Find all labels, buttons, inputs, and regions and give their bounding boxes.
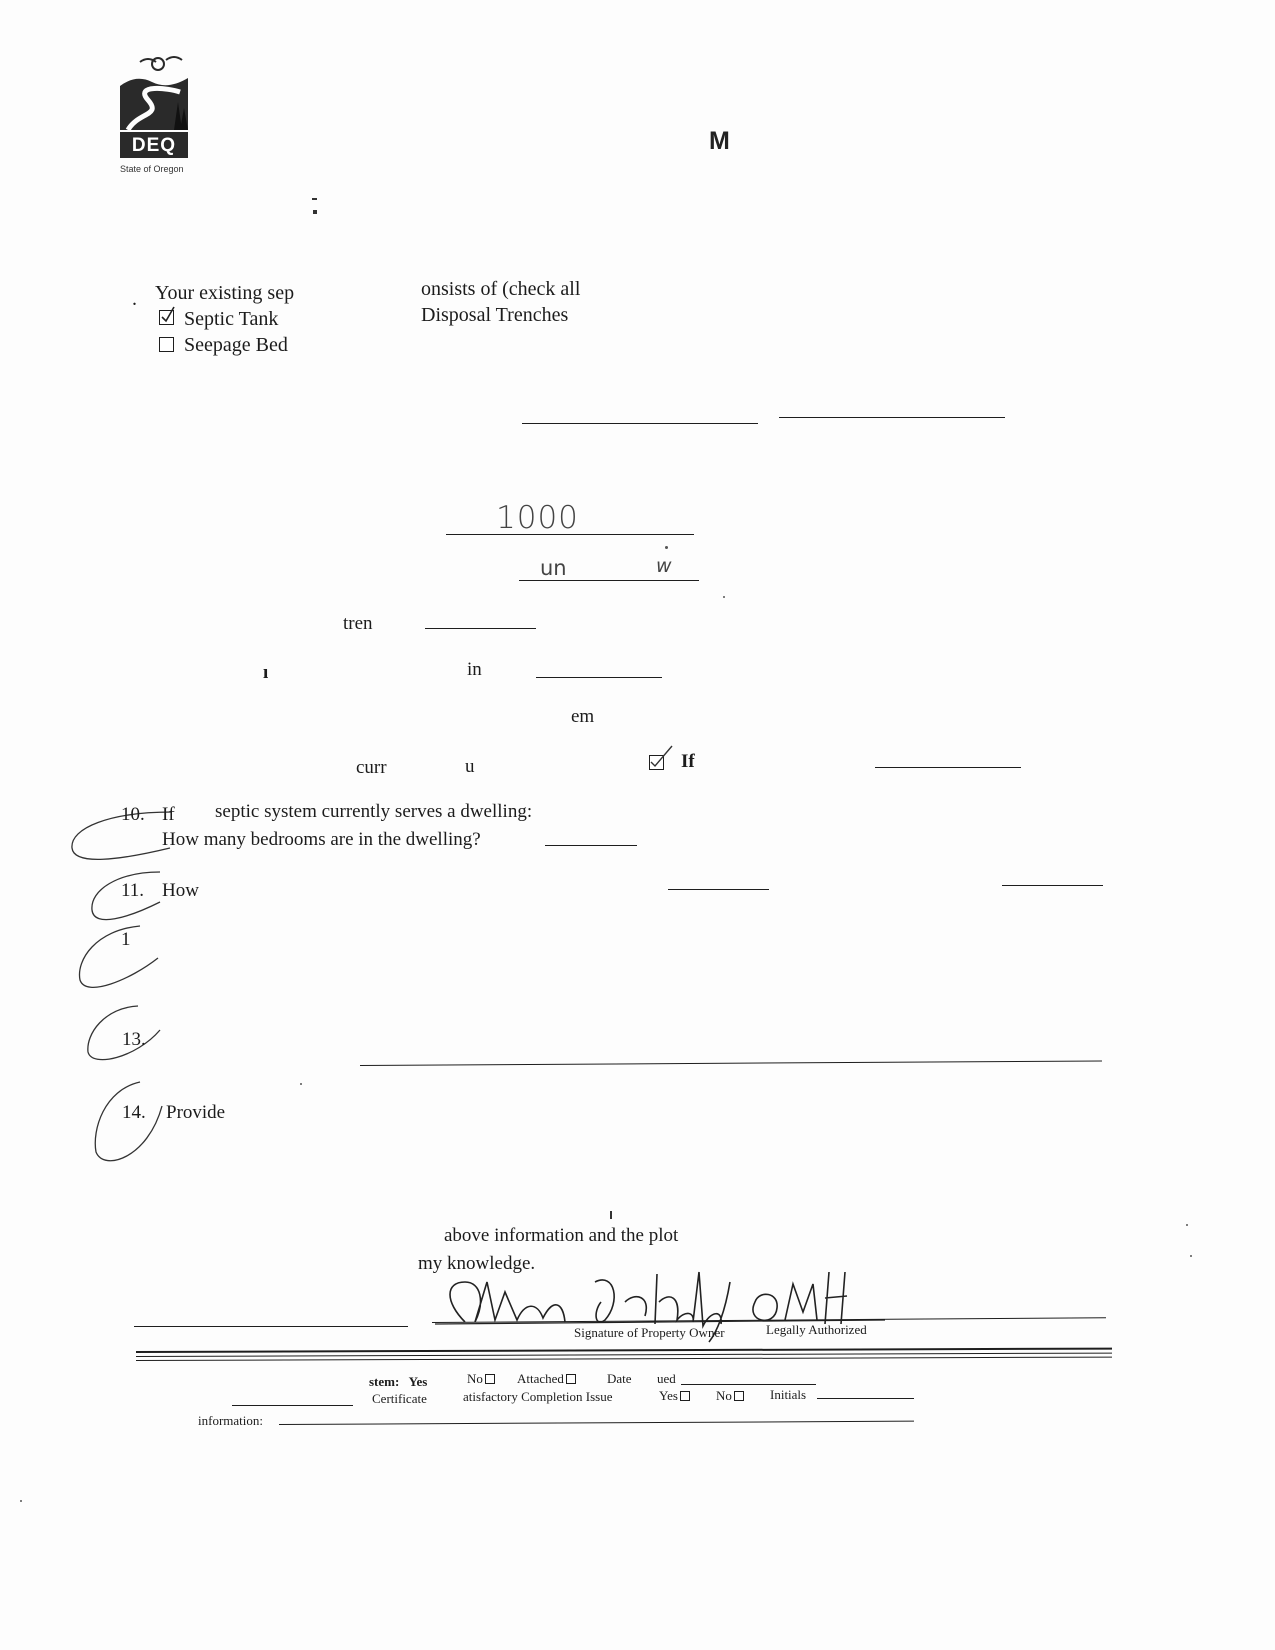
q10-line1-prefix: If xyxy=(162,804,175,825)
certification-line2: my knowledge. xyxy=(418,1253,536,1274)
office-date-label: Date xyxy=(607,1371,632,1386)
checkmark-icon xyxy=(648,744,676,770)
if-label: If xyxy=(681,751,695,772)
answer-line[interactable] xyxy=(360,1060,1102,1066)
office-ued-label: ued xyxy=(657,1371,676,1386)
septic-tank-checkbox[interactable] xyxy=(159,310,174,325)
speck-mark xyxy=(1186,1224,1188,1226)
deq-logo-caption: State of Oregon xyxy=(120,164,184,174)
q14-text: Provide xyxy=(166,1102,226,1123)
office-no-label-wrap xyxy=(467,1371,497,1387)
speck-mark xyxy=(610,1211,612,1219)
office-attached-label: Attached xyxy=(517,1371,564,1386)
office-attached-wrap xyxy=(517,1371,578,1387)
speck-mark xyxy=(313,210,317,214)
answer-line[interactable] xyxy=(536,677,662,678)
seepage-bed-checkbox[interactable] xyxy=(159,337,174,352)
answer-line[interactable] xyxy=(779,417,1005,418)
q-existing-question-left: Your existing sep xyxy=(155,282,295,304)
field-fragment-in: in xyxy=(467,659,482,680)
office-date-line[interactable] xyxy=(681,1384,816,1385)
office-no2-checkbox[interactable] xyxy=(734,1391,744,1401)
office-initials-line[interactable] xyxy=(817,1398,914,1399)
q13-number: 13. xyxy=(122,1029,146,1050)
field-fragment-curr: curr xyxy=(356,757,387,778)
signature-caption-left: Signature of Property Owner xyxy=(574,1325,725,1340)
office-left-line[interactable] xyxy=(232,1405,353,1406)
field-fragment-tren: tren xyxy=(343,613,373,634)
q-existing-question-right: onsists of (check all xyxy=(421,278,581,300)
office-yes2-label: Yes xyxy=(659,1388,678,1403)
office-attached-checkbox[interactable] xyxy=(566,1374,576,1384)
field-fragment-em: em xyxy=(571,706,595,727)
q10-line2: How many bedrooms are in the dwelling? xyxy=(162,829,481,850)
speck-mark xyxy=(20,1500,22,1502)
office-use-row1 xyxy=(369,1374,427,1390)
office-information-label: information: xyxy=(198,1413,263,1428)
office-yes2-checkbox[interactable] xyxy=(680,1391,690,1401)
signature-line-left[interactable] xyxy=(134,1326,408,1327)
landscape-logo-icon xyxy=(118,52,190,130)
office-no-checkbox[interactable] xyxy=(485,1374,495,1384)
q11-number: 11. xyxy=(121,880,145,901)
q11-text: How xyxy=(162,880,199,901)
office-no2-wrap xyxy=(716,1388,746,1404)
disposal-trenches-label: Disposal Trenches xyxy=(421,304,569,326)
signature-caption-right: Legally Authorized xyxy=(766,1322,867,1337)
speck-mark xyxy=(312,198,317,200)
answer-line[interactable] xyxy=(522,423,758,424)
speck-mark xyxy=(723,596,725,598)
q10-number: 10. xyxy=(121,804,145,825)
tank-material-handwritten-1: un xyxy=(540,556,567,580)
tank-material-handwritten-2: w xyxy=(656,555,672,577)
q-existing-prefix: . xyxy=(132,288,137,310)
bedrooms-answer-line[interactable] xyxy=(545,845,637,846)
q14-number: 14. xyxy=(122,1102,146,1123)
seepage-bed-label: Seepage Bed xyxy=(184,334,288,356)
office-no-label: No xyxy=(467,1371,483,1386)
q12-number: 1 xyxy=(121,929,131,950)
office-yes2-wrap xyxy=(659,1388,692,1404)
certification-line1: above information and the plot xyxy=(444,1225,679,1246)
currently-used-checkbox[interactable] xyxy=(649,755,664,770)
answer-line[interactable] xyxy=(1002,885,1103,886)
header-title-fragment: M xyxy=(709,127,730,155)
office-certificate-label: Certificate xyxy=(372,1391,427,1406)
office-information-line[interactable] xyxy=(279,1421,914,1425)
deq-logo-text: DEQ xyxy=(131,135,177,156)
tank-size-line[interactable] xyxy=(446,534,694,535)
checkmark-icon xyxy=(158,305,178,325)
office-initials-label: Initials xyxy=(770,1387,807,1402)
q10-line1-rest: septic system currently serves a dwelling: xyxy=(215,801,533,822)
answer-line[interactable] xyxy=(425,628,536,629)
answer-line[interactable] xyxy=(668,889,769,890)
deq-logo-badge xyxy=(120,132,188,158)
speck-mark xyxy=(665,546,668,549)
deq-logo xyxy=(118,52,196,180)
answer-line[interactable] xyxy=(875,767,1021,768)
office-no2-label: No xyxy=(716,1388,732,1403)
field-fragment-u: u xyxy=(465,756,475,777)
office-satisfactory-label: atisfactory Completion Issue xyxy=(463,1389,613,1404)
tank-material-line[interactable] xyxy=(519,580,699,581)
speck-mark xyxy=(300,1083,302,1085)
field-fragment-mark: ı xyxy=(263,662,269,683)
office-stem-label: stem: xyxy=(369,1374,400,1389)
septic-tank-label: Septic Tank xyxy=(184,308,279,330)
speck-mark xyxy=(1190,1255,1192,1257)
tank-size-handwritten: 1000 xyxy=(496,500,579,536)
office-use-separator xyxy=(136,1357,1112,1361)
office-yes-label: Yes xyxy=(408,1374,428,1389)
